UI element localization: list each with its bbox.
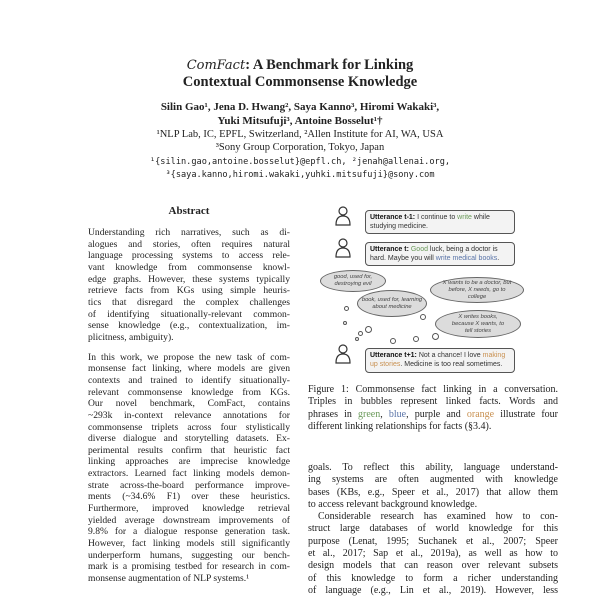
text-line: goals. To reflect this ability, language understand- [308, 462, 558, 473]
text-line: However, fact linking models still significantly [88, 538, 290, 550]
text-line: ing systems are often augmented with knowledge [308, 474, 558, 486]
email-line2: ³{saya.kanno,hiromi.wakaki,yuhki.mitsufuji}@sony.com [165, 170, 435, 180]
figure-caption [308, 384, 558, 433]
thought-dot [355, 337, 359, 341]
abstract-paragraph-2 [88, 352, 290, 585]
text-line: tics that disregard the complex challenges [88, 296, 290, 308]
affiliations [0, 128, 600, 154]
text-line: plicitness, ambiguity). [88, 331, 174, 343]
thought-dot [390, 338, 396, 344]
text-line: diverse dialogue and storytelling datasets. Ex- [88, 433, 290, 445]
text-line: struct large databases of world knowledge for this [308, 523, 558, 535]
highlight-blue: write medical books [435, 255, 498, 262]
thought-dot [420, 314, 426, 320]
text-line: of this knowledge to form a richer understanding [308, 572, 558, 584]
authors-line1: Silin Gao¹, Jena D. Hwang², Saya Kanno³, Hiromi Wakaki³, [160, 101, 440, 113]
intro-paragraph-1 [308, 462, 558, 511]
intro-body [308, 462, 558, 597]
text-line: ments (~34.6% F1) over these heuristics. [88, 491, 290, 503]
text-line: linking approaches are imprecise knowledge [88, 456, 290, 468]
caption-line: Triples in bubbles represent linked facts. Words and [308, 396, 558, 408]
utterance-text: Not a chance! I love [416, 352, 483, 359]
affiliation-line1: ¹NLP Lab, IC, EPFL, Switzerland, ²Allen Institute for AI, WA, USA [156, 129, 444, 140]
highlight-green: Good [408, 246, 428, 253]
person-icon [335, 238, 351, 258]
text-line: Understanding rich narratives, such as di- [88, 227, 290, 238]
text-line: edge graphs. However, these systems typically [88, 273, 290, 285]
text-line: design models that can reason over relevant subsets [308, 560, 558, 572]
highlight-green: write [457, 214, 472, 221]
text-line: purpose (Lenat, 1995; Suchanek et al., 2007; Speer [308, 535, 558, 547]
text-line: Considerable research has examined how to con- [318, 511, 558, 523]
text-line: Our novel benchmark, ComFact, contains [88, 398, 290, 410]
color-word-blue: blue [388, 408, 407, 420]
thought-dot [365, 326, 372, 333]
emails [0, 156, 600, 182]
text-line: strate across-the-board performance improve- [88, 479, 290, 491]
text-line: vant knowledge from commonsense knowl- [88, 261, 290, 273]
text-line: commonsense triplets across four stylistically [88, 421, 290, 433]
utterance-text: while studying medicine. [370, 214, 490, 230]
text-line: mark is a promising testbed for research in com- [88, 561, 290, 573]
text-line: extractors. Learned fact linking models demon- [88, 468, 290, 480]
abstract-body [88, 227, 290, 585]
fact-cloud: book, used for, learning about medicine [357, 290, 427, 317]
text-line: to access relevant background knowledge. [308, 498, 478, 510]
thought-dot [344, 306, 349, 311]
title-line1: : A Benchmark for Linking [245, 57, 414, 73]
utterance-bubble-t-plus-1 [365, 348, 515, 373]
text-line: ~293k in-context relevance annotations for [88, 409, 290, 421]
affiliation-line2: ³Sony Group Corporation, Tokyo, Japan [215, 142, 385, 153]
color-word-orange: orange [466, 408, 495, 420]
caption-text: phrases in [308, 408, 358, 420]
authors-line2: Yuki Mitsufuji³, Antoine Bosselut¹† [217, 115, 383, 127]
text-line: monsense augmentation of NLP systems.¹ [88, 573, 250, 585]
text-line: 9.8% for a dialogue response generation task. [88, 526, 290, 538]
text-line: et al., 2017; Sap et al., 2019a), as well as how to [308, 548, 558, 560]
title-system-name: ComFact [186, 58, 246, 73]
utterance-text: . Medicine is too real sometimes. [400, 361, 503, 368]
thought-dot [343, 321, 347, 325]
text-line: In this work, we propose the new task of com- [88, 351, 290, 363]
color-word-purple: purple [414, 408, 441, 420]
caption-line: Figure 1: Commonsense fact linking in a conversation. [308, 384, 558, 395]
thought-dot [358, 331, 363, 336]
fact-cloud: good, used for, destroying evil [320, 270, 386, 292]
text-line: alogues and stories, often requires natural [88, 238, 290, 250]
text-line: of identifying situationally-relevant common- [88, 308, 290, 320]
text-line: sense knowledge (e.g., contextualization, im- [88, 320, 290, 332]
utterance-text: luck, being a doctor is hard. Maybe you will [370, 246, 498, 262]
text-line: contexts and trained to identify situationally- [88, 374, 290, 386]
paper-title [0, 57, 600, 91]
text-line: monsense fact linking, where models are given [88, 363, 290, 375]
figure-1 [318, 198, 558, 378]
authors [0, 100, 600, 128]
text-line: underperform humans, suggesting our bench- [88, 549, 290, 561]
person-icon [335, 344, 351, 364]
utterance-bubble-t [365, 242, 515, 266]
text-line: Furthermore, improved knowledge retrieval [88, 503, 290, 515]
thought-dot [413, 336, 419, 342]
text-line: relevant commonsense knowledge from KGs. [88, 386, 290, 398]
text-line: of language (e.g., Lin et al., 2019). However, less [308, 584, 558, 596]
fact-cloud: X wants to be a doctor, but before, X needs, go to college [430, 277, 524, 303]
caption-line: phrases in green, blue, purple and orange illustrate four [308, 408, 559, 420]
thought-dot [432, 333, 439, 340]
abstract-paragraph-1 [88, 227, 290, 344]
caption-line: different linking relationships for facts (§3.4). [308, 420, 492, 432]
highlight-orange: making up stories [370, 352, 506, 368]
title-line2: Contextual Commonsense Knowledge [182, 74, 418, 90]
utterance-label: Utterance t+1: [370, 352, 417, 359]
caption-text: illustrate four [494, 408, 559, 420]
text-line: bases (KBs, e.g., Speer et al., 2017) that allow them [308, 486, 558, 498]
intro-paragraph-2 [308, 511, 558, 597]
fact-cloud: X writes books, because X wants, to tell stories [435, 310, 521, 338]
text-line: perimental results confirm that heuristic fact [88, 444, 290, 456]
text-line: retrieve facts from KGs using simple heuris- [88, 285, 290, 297]
utterance-bubble-t-minus-1 [365, 210, 515, 234]
utterance-label: Utterance t: [370, 246, 409, 253]
utterance-text: I continue to [415, 214, 458, 221]
text-line: yielded average downstream improvements of [88, 514, 290, 526]
color-word-green: green [358, 408, 381, 420]
text-line: language processing systems to access rele- [88, 250, 290, 262]
person-icon [335, 206, 351, 226]
utterance-text: . [497, 255, 500, 262]
email-line1: ¹{silin.gao,antoine.bosselut}@epfl.ch, ²jenah@allenai.org, [149, 157, 451, 167]
abstract-heading: Abstract [168, 205, 210, 217]
utterance-label: Utterance t-1: [370, 214, 416, 221]
